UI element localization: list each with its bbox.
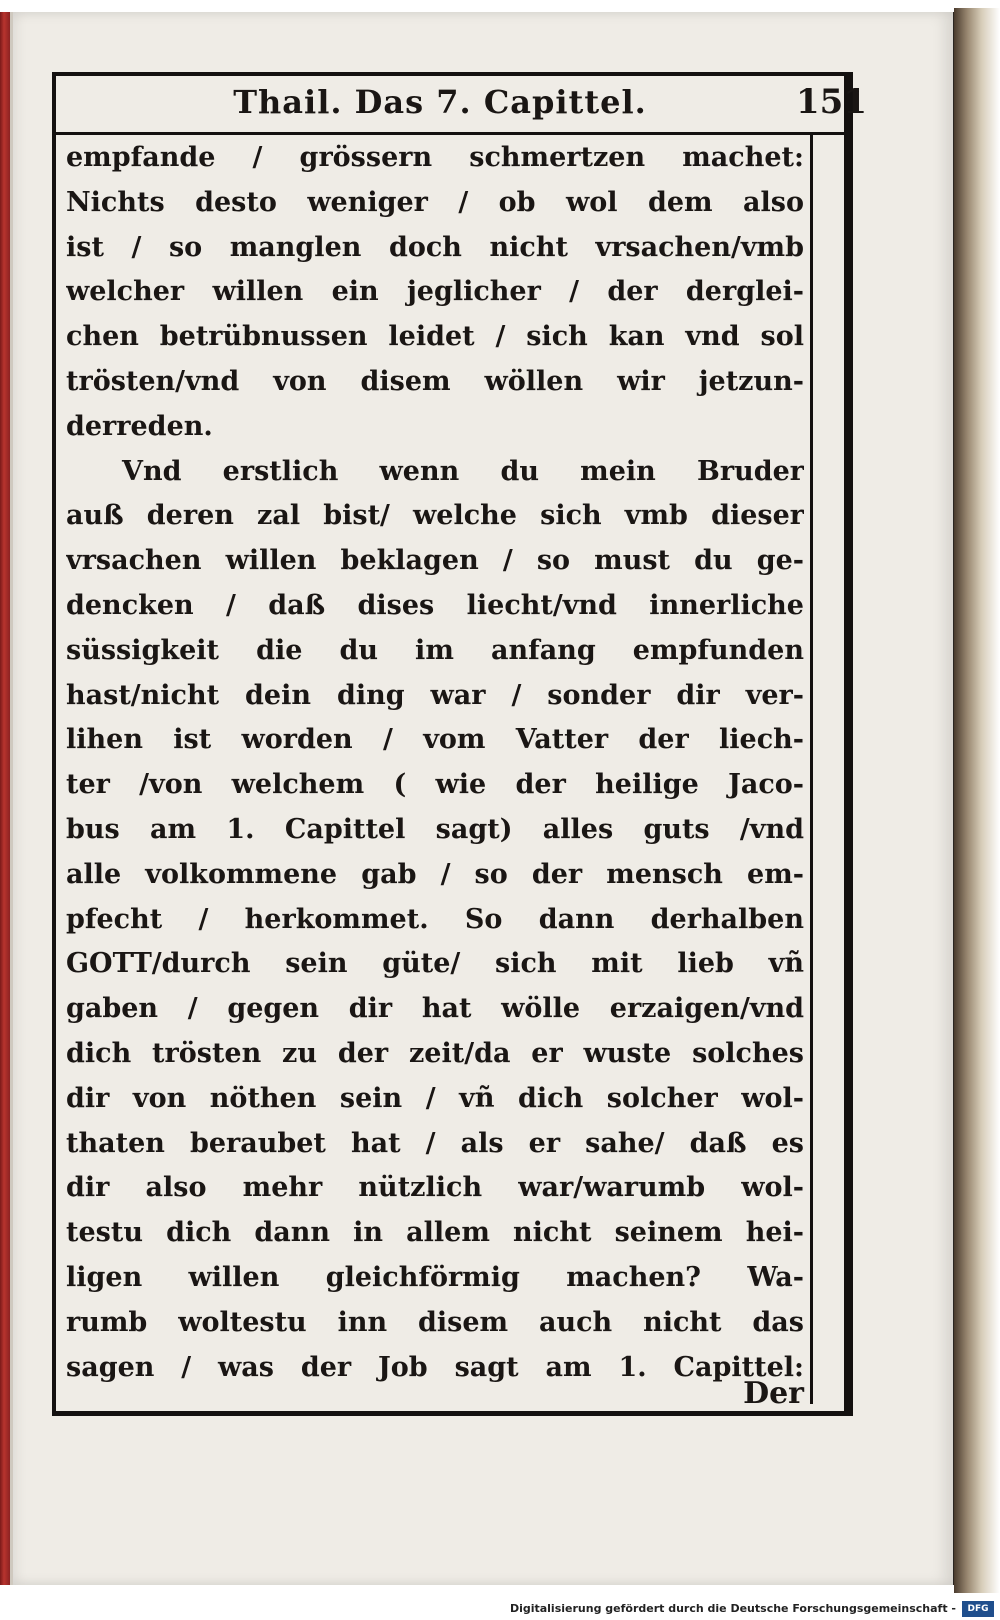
text-line: gaben / gegen dir hat wölle erzaigen/vnd: [66, 993, 804, 1025]
text-line: dir von nöthen sein / vñ dich solcher wol-: [66, 1082, 804, 1114]
text-line: trösten/vnd von disem wöllen wir jetzun-: [66, 365, 804, 397]
text-line: hast/nicht dein ding war / sonder dir ver-: [66, 679, 804, 711]
text-line: GOTT/durch sein güte/ sich mit lieb vñ: [66, 948, 804, 980]
text-line: dich trösten zu der zeit/da er wuste solches: [66, 1037, 804, 1069]
catchword: Der: [743, 1376, 804, 1411]
margin-rule: [810, 132, 813, 1404]
page-edge-shadow: [954, 8, 1000, 1593]
text-line: dir also mehr nützlich war/warumb wol-: [66, 1172, 804, 1204]
header-rule: [56, 132, 846, 135]
text-line: sagen / was der Job sagt am 1. Capittel:: [66, 1351, 804, 1383]
text-line: ter /von welchem ( wie der heilige Jaco-: [66, 769, 804, 801]
digitization-credit: Digitalisierung gefördert durch die Deutsche Forschungsgemeinschaft -: [509, 1602, 956, 1615]
text-line: thaten beraubet hat / als er sahe/ daß es: [66, 1127, 804, 1159]
text-line: auß deren zal bist/ welche sich vmb dieser: [66, 500, 804, 532]
running-head: Thail. Das 7. Capittel.: [233, 83, 647, 121]
body-text: [66, 136, 804, 1390]
text-line: ist / so manglen doch nicht vrsachen/vmb: [66, 231, 804, 263]
dfg-logo: DFG: [962, 1601, 994, 1617]
page-number: 151: [796, 82, 867, 122]
text-line: Vnd erstlich wenn du mein Bruder: [122, 455, 804, 487]
text-line: süssigkeit die du im anfang empfunden: [66, 634, 804, 666]
text-line: vrsachen willen beklagen / so must du ge-: [66, 545, 804, 577]
book-spine-edge: [0, 12, 10, 1585]
text-line: dencken / daß dises liecht/vnd innerliche: [66, 589, 804, 621]
text-line: Nichts desto weniger / ob wol dem also: [66, 186, 804, 218]
text-line: rumb woltestu inn disem auch nicht das: [66, 1306, 804, 1338]
text-line: alle volkommene gab / so der mensch em-: [66, 858, 804, 890]
text-line: testu dich dann in allem nicht seinem hei-: [66, 1217, 804, 1249]
text-line: pfecht / herkommet. So dann derhalben: [66, 903, 804, 935]
text-line: ligen willen gleichförmig machen? Wa-: [66, 1261, 804, 1293]
text-line: derreden.: [66, 410, 213, 442]
text-line: welcher willen ein jeglicher / der derglei-: [66, 276, 804, 308]
text-line: chen betrübnussen leidet / sich kan vnd sol: [66, 321, 804, 353]
text-line: empfande / grössern schmertzen machet:: [66, 142, 804, 173]
text-line: lihen ist worden / vom Vatter der liech-: [66, 724, 804, 756]
text-line: bus am 1. Capittel sagt) alles guts /vnd: [66, 813, 804, 845]
